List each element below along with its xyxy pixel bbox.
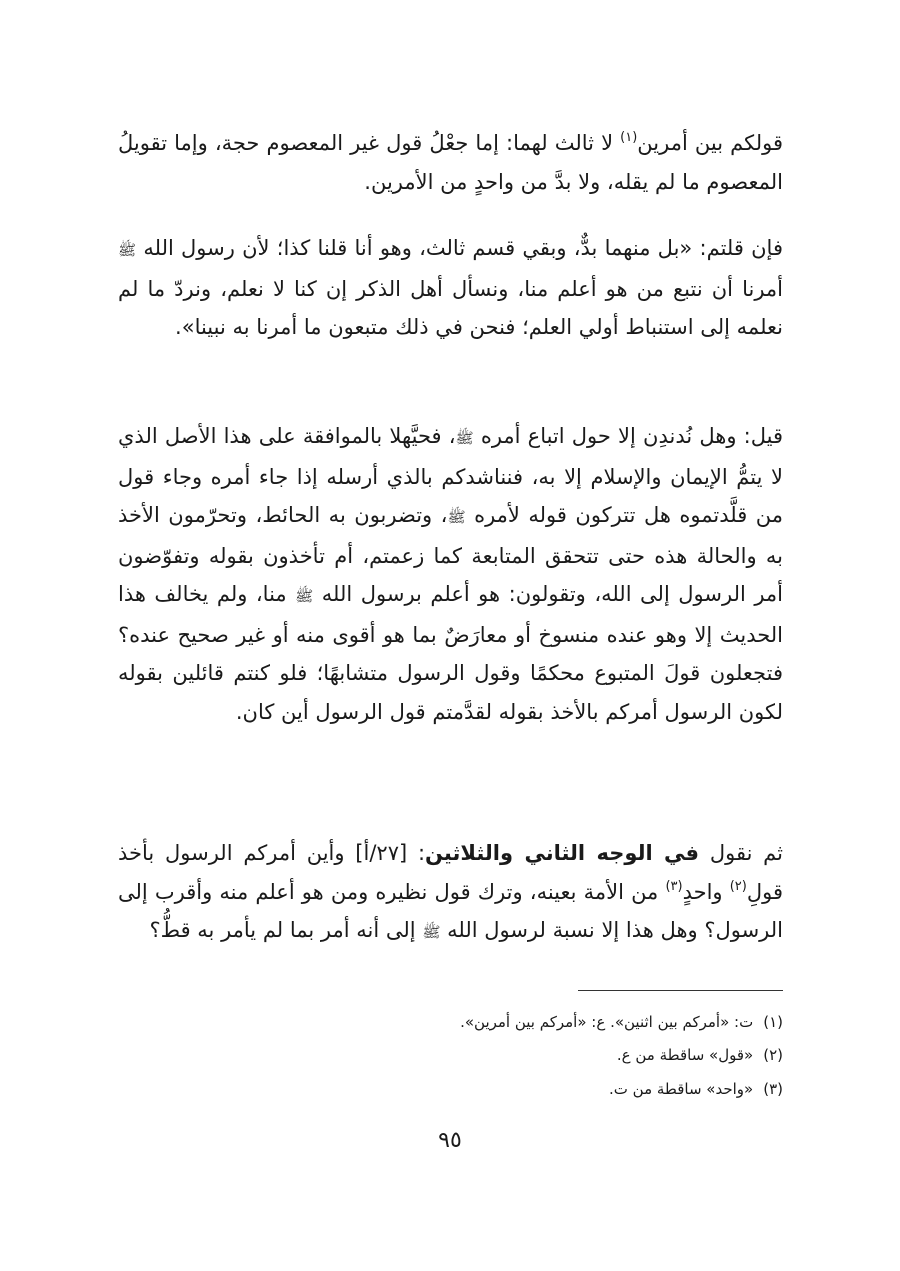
salawat-symbol: ﷺ bbox=[118, 241, 137, 259]
footnote-text: ت: «أمركم بين اثنين». ع: «أمركم بين أمرين». bbox=[460, 1013, 754, 1031]
paragraph-3-text-c: ، وتضربون به الحائط، وتحرّمون الأخذ به والحالة هذه حتى تتحقق المتابعة كما زعمتم، أم تأخذون بقوله وتفوّضون أمر الرسول إلى الله، وتقولون: هو أعلم برسول الله bbox=[118, 503, 783, 606]
salawat-symbol: ﷺ bbox=[447, 508, 466, 526]
footnote-number: (١) bbox=[763, 1013, 783, 1031]
paragraph-4-text-d: من الأمة بعينه، وترك قول نظيره ومن هو أعلم منه وأقرب إلى الرسول؟ وهل هذا إلا نسبة لرسول الله bbox=[118, 879, 783, 942]
paragraph-1 bbox=[118, 124, 783, 201]
page-number: ٩٥ bbox=[438, 1128, 462, 1153]
paragraph-3-text-a: قيل: وهل نُدندِن إلا حول اتباع أمره bbox=[473, 424, 784, 448]
paragraph-2-text-b: أمرنا أن نتبع من هو أعلم منا، ونسأل أهل الذكر إن كنا لا نعلم، ونردّ ما لم نعلمه إلى استنباط أولي العلم؛ فنحن في ذلك متبعون ما أمرنا به نبينا». bbox=[118, 276, 783, 339]
footnote-reference-3: (٣) bbox=[665, 878, 683, 894]
paragraph-4-text-c: واحدٍ bbox=[682, 879, 730, 904]
salawat-symbol: ﷺ bbox=[422, 923, 441, 941]
footnote-3 bbox=[300, 1077, 783, 1101]
footnote-1 bbox=[300, 1010, 783, 1034]
paragraph-1-text-b: لا ثالث لهما: إما جعْلُ قول غير المعصوم حجة، وإما تقويلُ المعصوم ما لم يقله، ولا بدَّ من واحدٍ من الأمرين. bbox=[118, 131, 783, 194]
paragraph-4 bbox=[118, 834, 783, 952]
section-heading-inline: في الوجه الثاني والثلاثين bbox=[425, 841, 700, 865]
paragraph-1-text-a: قولكم بين أمرين bbox=[637, 131, 783, 155]
footnote-text: «قول» ساقطة من ع. bbox=[616, 1046, 754, 1064]
footnote-2 bbox=[300, 1043, 783, 1067]
salawat-symbol: ﷺ bbox=[295, 587, 314, 605]
paragraph-4-text-b: : [٢٧/أ] وأين أمركم الرسول بأخذ قولِ bbox=[118, 841, 783, 904]
paragraph-3-text-b: ، فحيَّهلا بالموافقة على هذا الأصل الذي لا يتمُّ الإيمان والإسلام إلا به، فنناشدكم بالذي أرسله إذا جاء أمره وجاء قول من قلَّدتموه هل تتركون قوله لأمره bbox=[118, 424, 783, 527]
paragraph-2-text-a: فإن قلتم: «بل منهما بدٌّ، وبقي قسم ثالث، وهو أنا قلنا كذا؛ لأن رسول الله bbox=[136, 236, 783, 260]
footnote-reference-2: (٢) bbox=[729, 878, 747, 894]
salawat-symbol: ﷺ bbox=[455, 429, 474, 447]
paragraph-3-text-d: منا، ولم يخالف هذا الحديث إلا وهو عنده منسوخ أو معارَضٌ بما هو أقوى منه أو غير صحيح عنده؟ فتجعلون قولَ المتبوع محكمًا وقول الرسول متشابهًا؛ فلو كنتم قائلين بقوله لكون الرسول أمركم بالأخذ بقوله لقدَّمتم قول الرسول أين كان. bbox=[118, 582, 783, 724]
paragraph-4-text-e: إلى أنه أمر بما لم يأمر به قطُّ؟ bbox=[149, 918, 423, 942]
footnote-number: (٢) bbox=[763, 1046, 783, 1064]
footnote-text: «واحد» ساقطة من ت. bbox=[609, 1080, 754, 1098]
footnote-separator bbox=[578, 990, 783, 991]
paragraph-4-text-a: ثم نقول bbox=[699, 841, 784, 865]
paragraph-2 bbox=[118, 229, 783, 347]
footnote-number: (٣) bbox=[763, 1080, 783, 1098]
footnote-reference-1: (١) bbox=[620, 130, 638, 145]
paragraph-3 bbox=[118, 417, 783, 731]
